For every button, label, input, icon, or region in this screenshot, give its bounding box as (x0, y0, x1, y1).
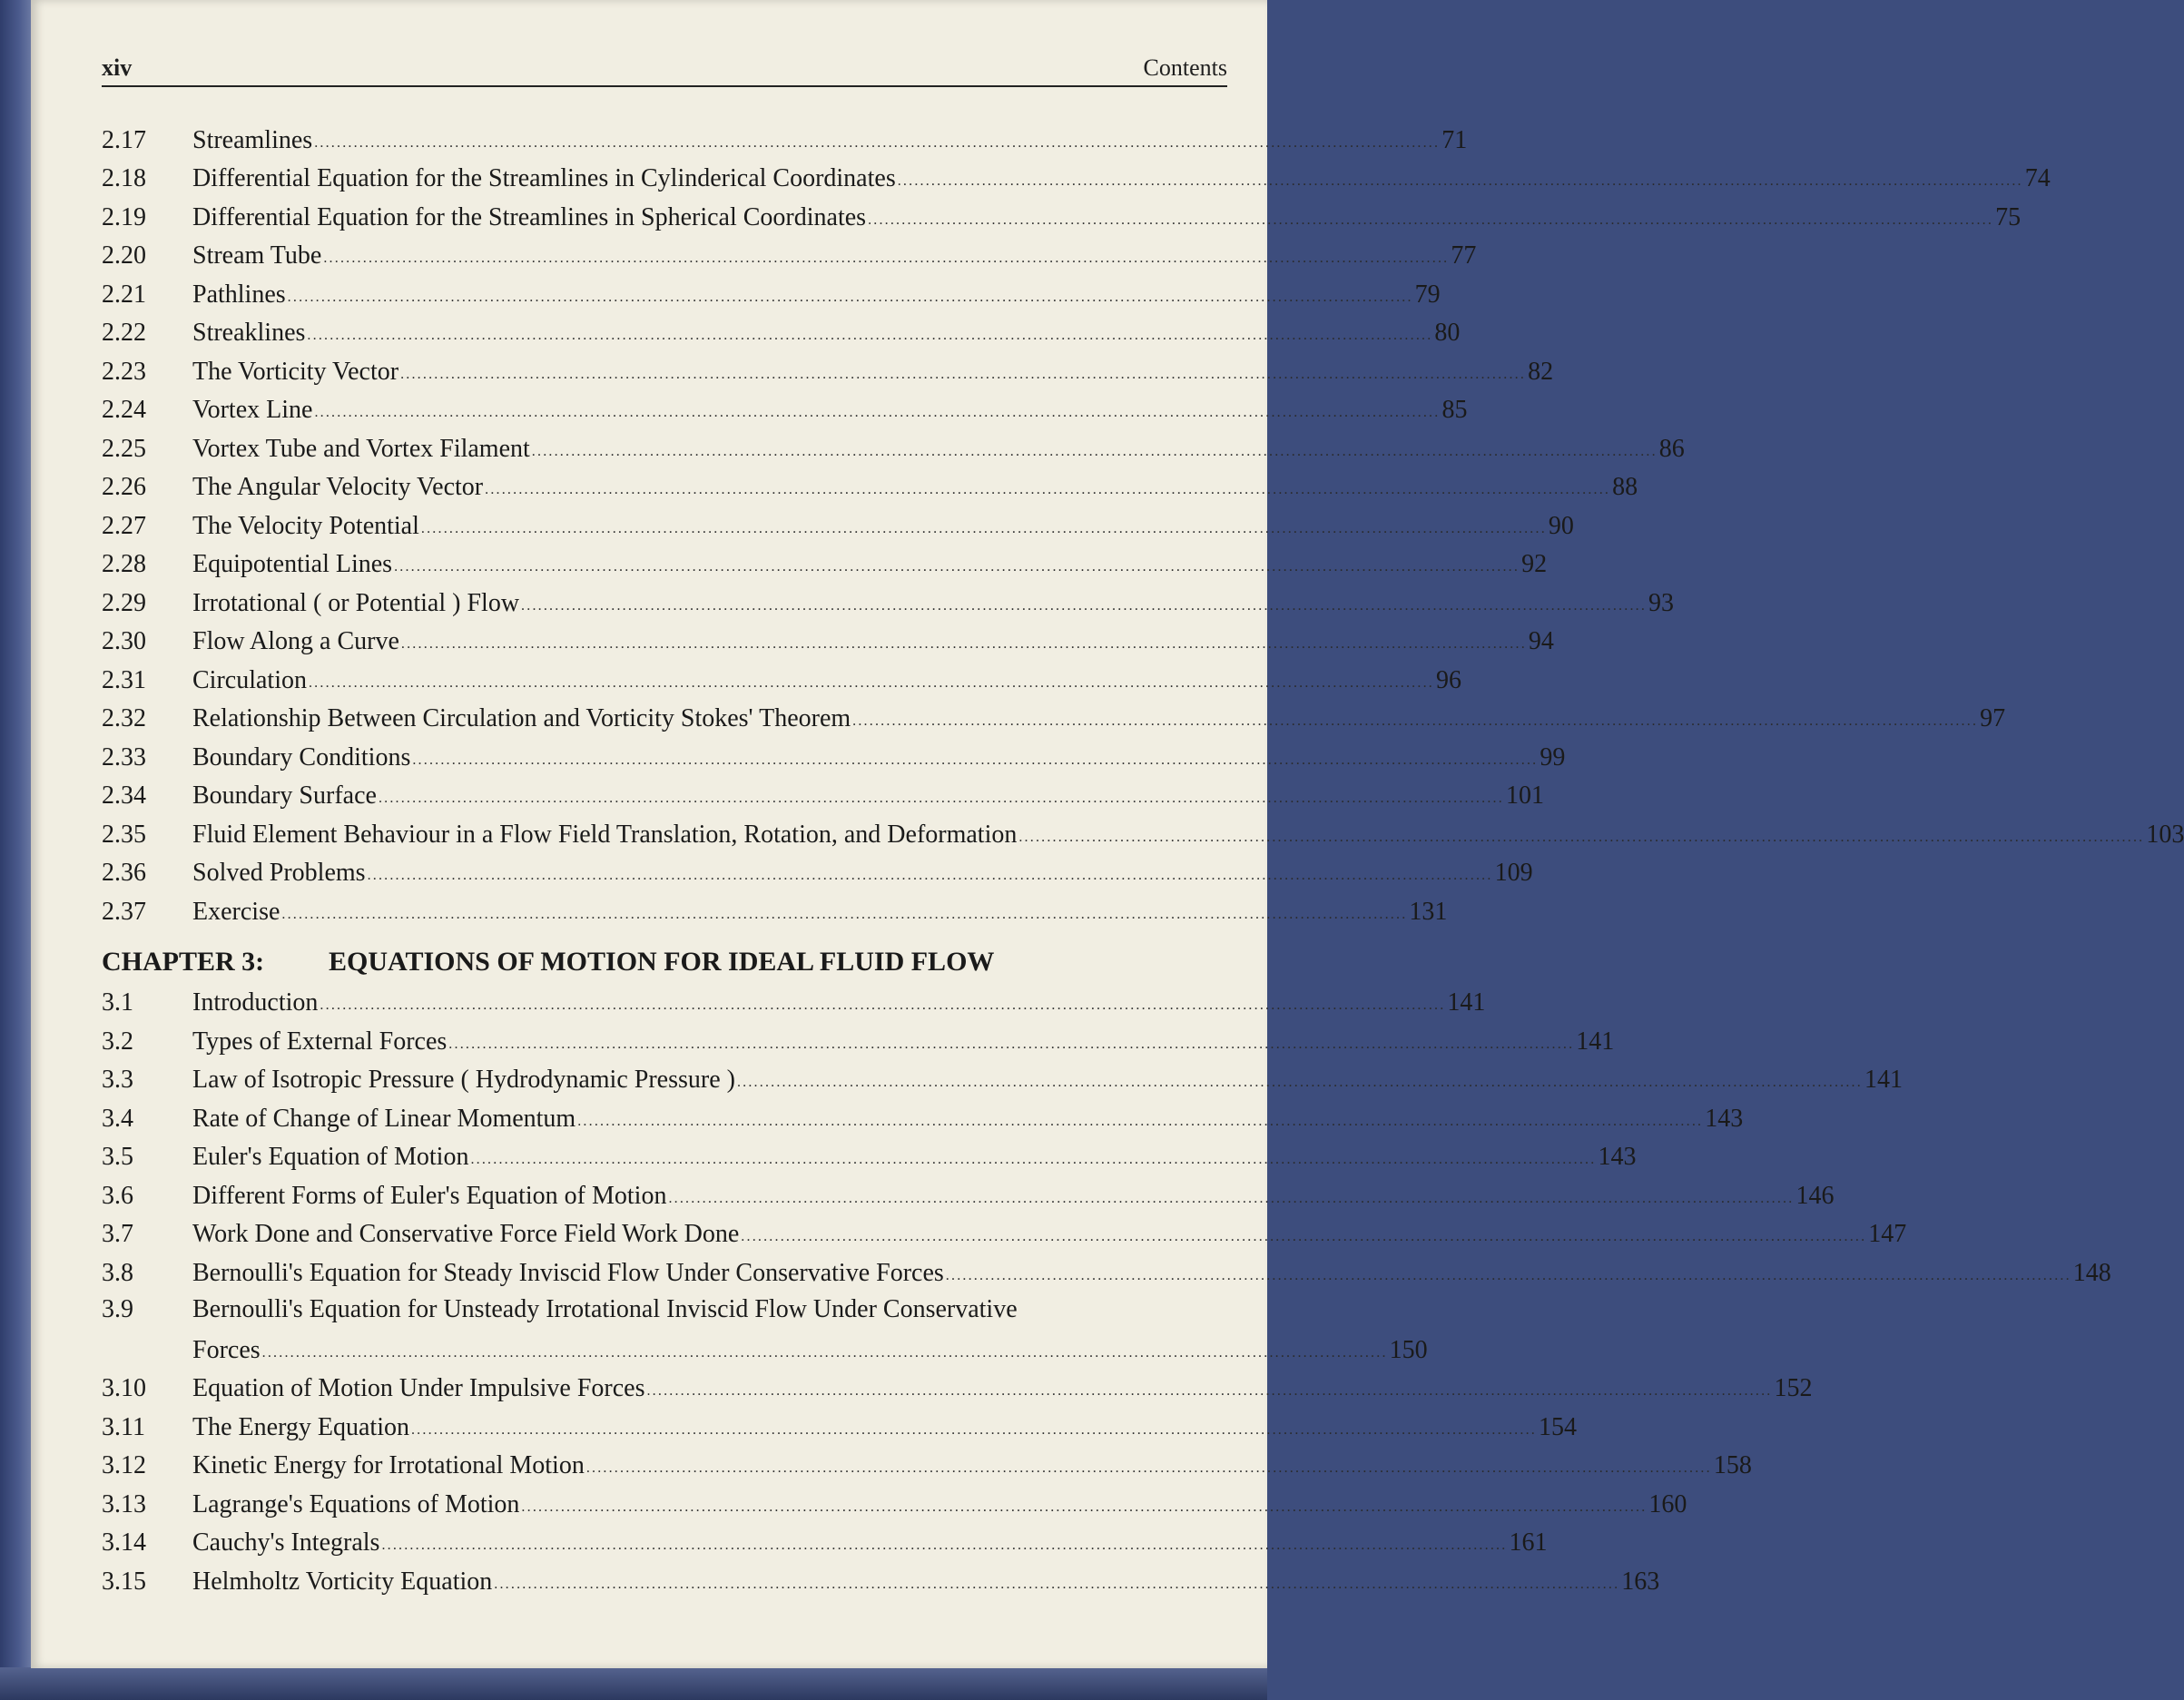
entry-page: 93 (1648, 588, 1675, 617)
entry-page: 146 (1795, 1181, 1835, 1210)
toc-entry (102, 654, 1461, 694)
entry-number: 2.36 (102, 859, 146, 887)
entry-page: 90 (1548, 511, 1574, 540)
entry-title: The Velocity Potential (192, 511, 419, 540)
entry-title: Cauchy's Integrals (192, 1528, 380, 1557)
toc-entry (102, 539, 1548, 578)
entry-page: 141 (1864, 1066, 1903, 1094)
entry-title: The Angular Velocity Vector (192, 473, 484, 501)
entry-number: 2.30 (102, 627, 146, 655)
dot-leader: ........................................................................................................................................................................................................ (307, 328, 1433, 343)
toc-entry (102, 978, 1486, 1017)
entry-number: 2.19 (102, 202, 146, 231)
entry-number: 3.11 (102, 1412, 145, 1441)
entry-page: 109 (1494, 859, 1533, 887)
toc-entry (102, 1170, 1835, 1210)
dot-leader: ........................................................................................................................................................................................................ (420, 520, 1547, 536)
toc-entry (102, 269, 1441, 309)
entry-title: Euler's Equation of Motion (192, 1143, 469, 1171)
entry-page: 143 (1598, 1143, 1637, 1171)
entry-number: 2.22 (102, 319, 146, 347)
dot-leader: ........................................................................................................................................................................................................ (531, 443, 1658, 459)
toc-entry (102, 1132, 1637, 1171)
entry-title: Circulation (192, 665, 307, 694)
section-2-entries (102, 114, 2184, 926)
toc-entry (102, 809, 2184, 849)
entry-title: Law of Isotropic Pressure ( Hydrodynamic Pressure ) (192, 1066, 735, 1094)
entry-number: 3.14 (102, 1528, 146, 1557)
chapter-3-heading (102, 925, 1227, 978)
entry-number: 3.7 (102, 1220, 133, 1248)
entry-title: Work Done and Conservative Force Field Work Done (192, 1220, 740, 1248)
toc-entry (102, 1556, 1660, 1596)
dot-leader: ........................................................................................................................................................................................................ (646, 1383, 1773, 1399)
toc-entry (102, 153, 2051, 192)
entry-title: Types of External Forces (192, 1027, 448, 1056)
entry-number: 2.31 (102, 665, 146, 694)
dot-leader: ........................................................................................................................................................................................................ (945, 1267, 2071, 1283)
toc-entry (102, 231, 1477, 270)
entry-page: 92 (1521, 550, 1548, 578)
entry-title: Equipotential Lines (192, 550, 393, 578)
toc-entry (102, 1440, 1752, 1479)
dot-leader: ........................................................................................................................................................................................................ (668, 1190, 1795, 1206)
entry-page: 80 (1434, 319, 1461, 347)
entry-page: 99 (1540, 742, 1566, 771)
toc-entry (102, 423, 1685, 463)
entry-number: 3.13 (102, 1489, 146, 1518)
toc-entry (102, 192, 2022, 231)
toc-entry (102, 1016, 1615, 1056)
toc-entry (102, 732, 1566, 771)
dot-leader: ........................................................................................................................................................................................................ (323, 251, 1450, 266)
toc-entry (102, 1209, 1907, 1248)
entry-number: 2.29 (102, 588, 146, 617)
entry-page: 94 (1528, 627, 1554, 655)
dot-leader: ........................................................................................................................................................................................................ (1018, 829, 2145, 845)
toc-entry (102, 616, 1554, 655)
dot-leader: ........................................................................................................................................................................................................ (287, 289, 1413, 305)
entry-number: 2.28 (102, 550, 146, 578)
entry-page: 143 (1705, 1104, 1744, 1133)
entry-number: 2.21 (102, 280, 146, 309)
toc-entry (102, 462, 1638, 501)
dot-leader: ........................................................................................................................................................................................................ (400, 636, 1527, 652)
entry-number: 2.20 (102, 241, 146, 270)
entry-title: Fluid Element Behaviour in a Flow Field Translation, Rotation, and Deformation (192, 820, 1018, 849)
entry-title: Introduction (192, 988, 319, 1017)
dot-leader: ........................................................................................................................................................................................................ (314, 134, 1441, 151)
entry-page: 150 (1389, 1335, 1428, 1364)
entry-title: Rate of Change of Linear Momentum (192, 1104, 576, 1133)
entry-number: 2.17 (102, 125, 146, 154)
entry-page: 71 (1441, 125, 1468, 154)
entry-page: 161 (1509, 1528, 1548, 1557)
dot-leader: ........................................................................................................................................................................................................ (485, 482, 1611, 497)
book-cover-bottom (0, 1667, 1267, 1700)
toc-entry (102, 1093, 1744, 1133)
section-3-entries-continued (102, 1363, 1813, 1596)
entry-page: 101 (1505, 781, 1544, 810)
dot-leader: ........................................................................................................................................................................................................ (412, 752, 1539, 768)
entry-title: Helmholtz Vorticity Equation (192, 1567, 493, 1596)
entry-page: 163 (1621, 1567, 1660, 1596)
toc-entry (102, 346, 1554, 386)
entry-title: Equation of Motion Under Impulsive Forces (192, 1374, 645, 1402)
entry-page: 85 (1441, 396, 1468, 424)
dot-leader: ........................................................................................................................................................................................................ (281, 906, 1408, 922)
toc-entry (102, 385, 1468, 424)
entry-title-continued: Forces (192, 1335, 261, 1364)
entry-page: 131 (1409, 897, 1448, 926)
toc-entry (102, 1286, 1428, 1364)
dot-leader: ........................................................................................................................................................................................................ (378, 791, 1504, 806)
entry-page: 77 (1451, 241, 1477, 270)
dot-leader: ........................................................................................................................................................................................................ (320, 997, 1446, 1013)
page-number: xiv (102, 54, 133, 81)
entry-number: 3.5 (102, 1143, 133, 1171)
entry-number: 3.4 (102, 1104, 133, 1133)
toc-entry (102, 886, 1448, 926)
dot-leader: ........................................................................................................................................................................................................ (448, 1036, 1575, 1052)
dot-leader: ........................................................................................................................................................................................................ (585, 1460, 1712, 1476)
toc-entry (102, 308, 1461, 347)
entry-title: Bernoulli's Equation for Unsteady Irrotational Inviscid Flow Under Conservative (192, 1295, 1018, 1323)
toc-entry (102, 848, 1533, 887)
dot-leader: ........................................................................................................................................................................................................ (394, 559, 1520, 575)
entry-number: 2.35 (102, 820, 146, 849)
entry-title: Different Forms of Euler's Equation of Motion (192, 1181, 667, 1210)
entry-number: 2.32 (102, 704, 146, 732)
entry-title: Streamlines (192, 125, 313, 154)
entry-title: Streaklines (192, 319, 306, 347)
running-title: Contents (1143, 54, 1227, 81)
page-header (102, 53, 1227, 87)
entry-page: 97 (1980, 704, 2006, 732)
entry-page: 88 (1612, 473, 1638, 501)
entry-title: Flow Along a Curve (192, 627, 399, 655)
dot-leader: ........................................................................................................................................................................................................ (741, 1229, 1867, 1244)
entry-title: Relationship Between Circulation and Vorticity Stokes' Theorem (192, 704, 851, 732)
entry-title: Irrotational ( or Potential ) Flow (192, 588, 520, 617)
entry-number: 2.27 (102, 511, 146, 540)
entry-title: Bernoulli's Equation for Steady Inviscid Flow Under Conservative Forces (192, 1258, 944, 1287)
entry-page: 103 (2146, 820, 2184, 849)
toc-entry (102, 1401, 1577, 1441)
entry-title: Pathlines (192, 280, 286, 309)
entry-number: 3.6 (102, 1181, 133, 1210)
dot-leader: ........................................................................................................................................................................................................ (308, 674, 1434, 691)
entry-page: 160 (1648, 1489, 1687, 1518)
entry-number: 3.3 (102, 1066, 133, 1094)
entry-number: 3.2 (102, 1027, 133, 1056)
table-of-contents (102, 114, 2184, 1596)
chapter-label: CHAPTER 3: (102, 946, 265, 977)
entry-title: Vortex Tube and Vortex Filament (192, 434, 530, 463)
entry-page: 75 (1995, 202, 2022, 231)
toc-entry (102, 1055, 1903, 1094)
entry-page: 158 (1713, 1451, 1752, 1479)
entry-title: Kinetic Energy for Irrotational Motion (192, 1451, 585, 1479)
dot-leader: ........................................................................................................................................................................................................ (367, 868, 1493, 883)
dot-leader: ........................................................................................................................................................................................................ (381, 1538, 1508, 1553)
entry-number: 3.8 (102, 1258, 133, 1287)
toc-entry (102, 1479, 1687, 1518)
dot-leader: ........................................................................................................................................................................................................ (577, 1113, 1704, 1129)
chapter-title: EQUATIONS OF MOTION FOR IDEAL FLUID FLOW (329, 946, 995, 977)
entry-page: 82 (1528, 357, 1554, 386)
section-3-entries (102, 978, 2111, 1287)
entry-number: 2.23 (102, 357, 146, 386)
toc-entry (102, 1363, 1813, 1402)
entry-page: 154 (1538, 1412, 1577, 1441)
toc-entry (102, 114, 1468, 154)
entry-page: 147 (1868, 1220, 1907, 1248)
toc-entry (102, 1518, 1548, 1557)
dot-leader: ........................................................................................................................................................................................................ (314, 405, 1441, 420)
entry-number: 2.37 (102, 897, 146, 926)
entry-page: 141 (1447, 988, 1486, 1017)
dot-leader: ........................................................................................................................................................................................................ (852, 713, 1979, 729)
entry-title: Stream Tube (192, 241, 322, 270)
toc-entry (102, 500, 1574, 540)
dot-leader: ........................................................................................................................................................................................................ (736, 1075, 1863, 1090)
entry-number: 2.33 (102, 742, 146, 771)
toc-entry (102, 693, 2006, 732)
dot-leader: ........................................................................................................................................................................................................ (494, 1576, 1620, 1592)
entry-number: 3.12 (102, 1451, 146, 1479)
dot-leader: ........................................................................................................................................................................................................ (410, 1421, 1537, 1438)
entry-number: 3.10 (102, 1374, 146, 1402)
entry-page: 96 (1435, 665, 1461, 694)
entry-number: 3.15 (102, 1567, 146, 1596)
dot-leader: ........................................................................................................................................................................................................ (868, 211, 1994, 228)
entry-title: Exercise (192, 897, 280, 926)
dot-leader: ........................................................................................................................................................................................................ (261, 1344, 1388, 1361)
dot-leader: ........................................................................................................................................................................................................ (521, 1499, 1648, 1515)
entry-title: The Vorticity Vector (192, 357, 399, 386)
entry-title: Differential Equation for the Streamlines in Cylinderical Coordinates (192, 164, 896, 192)
entry-page: 86 (1658, 434, 1685, 463)
entry-page: 79 (1414, 280, 1441, 309)
entry-title: Boundary Conditions (192, 742, 411, 771)
entry-number: 2.24 (102, 396, 146, 424)
entry-number: 2.18 (102, 164, 146, 192)
entry-number: 2.25 (102, 434, 146, 463)
dot-leader: ........................................................................................................................................................................................................ (470, 1152, 1597, 1167)
entry-title: Boundary Surface (192, 781, 377, 810)
entry-number: 2.34 (102, 781, 146, 810)
entry-page: 141 (1576, 1027, 1615, 1056)
entry-number: 2.26 (102, 473, 146, 501)
entry-title: Lagrange's Equations of Motion (192, 1489, 520, 1518)
toc-entry (102, 771, 1544, 810)
dot-leader: ........................................................................................................................................................................................................ (521, 597, 1648, 614)
entry-number: 3.1 (102, 988, 133, 1017)
toc-entry (102, 577, 1675, 617)
toc-entry (102, 1247, 2111, 1287)
book-cover-edge (0, 0, 31, 1700)
dot-leader: ........................................................................................................................................................................................................ (400, 366, 1527, 382)
entry-title: Vortex Line (192, 396, 313, 424)
entry-title: Differential Equation for the Streamlines in Spherical Coordinates (192, 202, 867, 231)
entry-page: 148 (2072, 1258, 2111, 1287)
entry-title: Solved Problems (192, 859, 366, 887)
dot-leader: ........................................................................................................................................................................................................ (897, 173, 2023, 189)
entry-title: The Energy Equation (192, 1412, 409, 1441)
entry-page: 152 (1774, 1374, 1813, 1402)
entry-number: 3.9 (102, 1295, 133, 1323)
entry-page: 74 (2024, 164, 2051, 192)
